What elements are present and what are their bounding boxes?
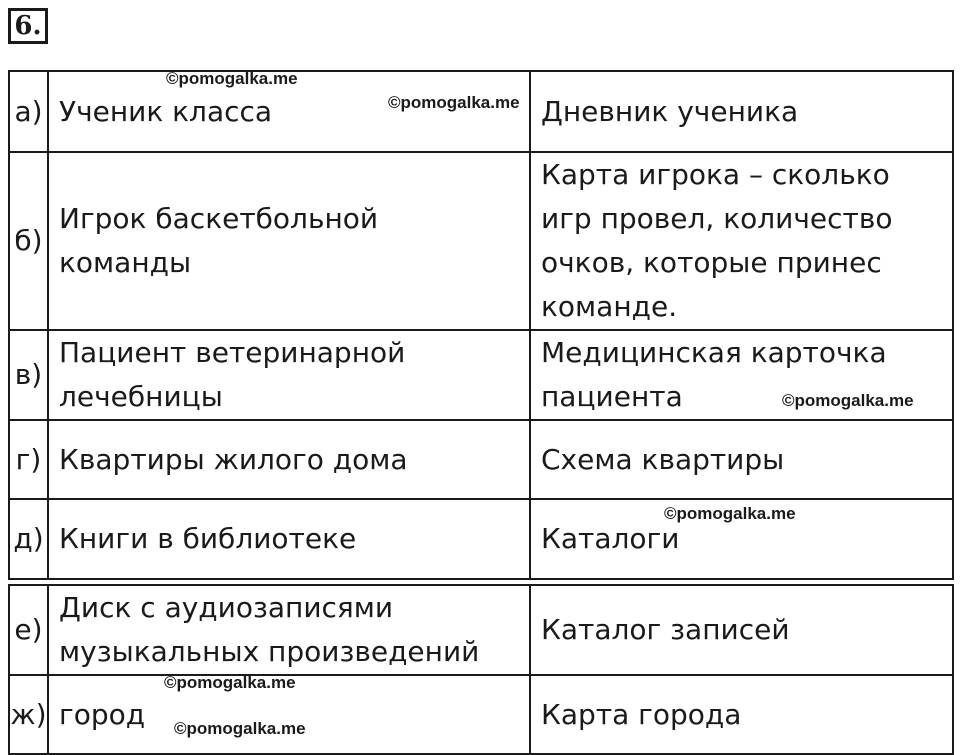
watermark: ©pomogalka.me <box>664 504 796 523</box>
row-letter: г) <box>9 420 48 499</box>
object-cell: Диск с аудиозаписями музыкальных произведений <box>48 585 530 675</box>
table-row <box>9 675 953 754</box>
object-cell: город <box>48 675 530 754</box>
row-letter: в) <box>9 330 48 420</box>
matching-table-top <box>8 70 954 580</box>
table-row <box>9 585 953 675</box>
row-letter: д) <box>9 499 48 579</box>
object-cell: Ученик класса <box>48 71 530 152</box>
row-letter: е) <box>9 585 48 675</box>
object-cell: Пациент ветеринарной лечебницы <box>48 330 530 420</box>
row-letter: ж) <box>9 675 48 754</box>
matching-table-bottom <box>8 584 954 755</box>
model-cell: Медицинская карточка пациента <box>530 330 953 420</box>
watermark: ©pomogalka.me <box>782 391 914 410</box>
table-row <box>9 499 953 579</box>
watermark: ©pomogalka.me <box>388 93 520 112</box>
watermark: ©pomogalka.me <box>174 719 306 738</box>
model-cell: Каталоги <box>530 499 953 579</box>
model-cell: Каталог записей <box>530 585 953 675</box>
model-cell: Карта города <box>530 675 953 754</box>
task-number: 6. <box>8 8 48 44</box>
model-cell: Карта игрока – сколько игр провел, количество очков, которые принес команде. <box>530 152 953 330</box>
object-cell: Книги в библиотеке <box>48 499 530 579</box>
model-cell: Схема квартиры <box>530 420 953 499</box>
table-row <box>9 420 953 499</box>
object-cell: Квартиры жилого дома <box>48 420 530 499</box>
model-cell: Дневник ученика <box>530 71 953 152</box>
watermark: ©pomogalka.me <box>166 69 298 88</box>
table-row <box>9 152 953 330</box>
watermark: ©pomogalka.me <box>164 673 296 692</box>
object-cell: Игрок баскетбольной команды <box>48 152 530 330</box>
row-letter: б) <box>9 152 48 330</box>
row-letter: а) <box>9 71 48 152</box>
